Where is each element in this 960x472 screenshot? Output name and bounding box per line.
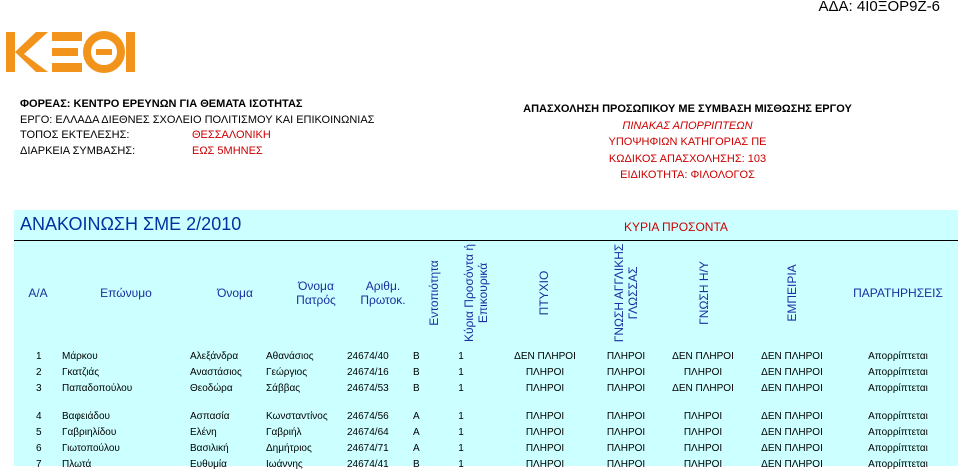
cell-degree: ΠΛΗΡΟΙ [525,459,565,470]
cell-loc: Β [413,351,420,362]
cell-surname: Μάρκου [62,351,98,362]
cell-main: 1 [458,383,464,394]
info-topos: ΤΟΠΟΣ ΕΚΤΕΛΕΣΗΣ: ΘΕΣΣΑΛΟΝΙΚΗ [20,129,271,141]
header-name: Όνομα [217,286,253,300]
cell-pc: ΠΛΗΡΟΙ [683,459,723,470]
cell-aa: 1 [36,351,42,362]
cell-surname: Γαβριηλίδου [62,427,117,438]
cell-name: Αλεξάνδρα [190,351,239,362]
cell-pc: ΠΛΗΡΟΙ [683,411,723,422]
cell-main: 1 [458,367,464,378]
cell-loc: Α [413,411,420,422]
header-english: ΓΝΩΣΗ ΑΓΓΛΙΚΗΣ ΓΛΩΣΣΑΣ [612,243,640,343]
cell-pc: ΔΕΝ ΠΛΗΡΟΙ [672,383,734,394]
cell-name: Ελένη [190,427,217,438]
cell-father: Σάββας [266,383,301,394]
cell-name: Ευθυμία [190,459,227,470]
cell-exp: ΔΕΝ ΠΛΗΡΟΙ [761,443,823,454]
table-row [14,441,958,456]
header-surname: Επώνυμο [100,286,152,300]
cell-exp: ΔΕΝ ΠΛΗΡΟΙ [761,383,823,394]
center-line3: ΥΠΟΨΗΦΙΩΝ ΚΑΤΗΓΟΡΙΑΣ ΠΕ [608,136,767,148]
cell-prot: 24674/41 [347,459,389,470]
header-father: Όνομα Πατρός [296,279,336,307]
logo [6,30,136,81]
cell-main: 1 [458,443,464,454]
cell-father: Δημήτριος [266,443,312,454]
cell-main: 1 [458,459,464,470]
cell-prot: 24674/16 [347,367,389,378]
left-info [20,97,374,159]
header-location: Εντοπιότητα [427,260,441,326]
cell-father: Ιωάννης [266,459,303,470]
cell-pc: ΠΛΗΡΟΙ [683,427,723,438]
cell-english: ΠΛΗΡΟΙ [606,427,646,438]
cell-degree: ΠΛΗΡΟΙ [525,411,565,422]
cell-degree: ΠΛΗΡΟΙ [525,383,565,394]
cell-exp: ΔΕΝ ΠΛΗΡΟΙ [761,367,823,378]
cell-remarks: Απορρίπτεται [868,443,928,454]
kyria-prosonta-label: ΚΥΡΙΑ ΠΡΟΣΟΝΤΑ [624,220,728,234]
cell-aa: 3 [36,383,42,394]
cell-exp: ΔΕΝ ΠΛΗΡΟΙ [761,427,823,438]
table-row [14,457,958,472]
cell-exp: ΔΕΝ ΠΛΗΡΟΙ [761,351,823,362]
cell-exp: ΔΕΝ ΠΛΗΡΟΙ [761,411,823,422]
cell-prot: 24674/64 [347,427,389,438]
table-row [14,349,958,364]
header-main: Κύρια Προσόντα ή Επικουρικά [462,243,490,343]
cell-surname: Βαφειάδου [62,411,110,422]
table-row [14,425,958,440]
header-degree: ΠΤΥΧΙΟ [537,270,551,316]
cell-degree: ΠΛΗΡΟΙ [525,367,565,378]
candidates-table [14,210,958,470]
cell-surname: Γιωτοπούλου [62,443,120,454]
cell-prot: 24674/40 [347,351,389,362]
cell-father: Γεώργιος [266,367,308,378]
cell-father: Αθανάσιος [266,351,314,362]
cell-english: ΠΛΗΡΟΙ [606,443,646,454]
cell-prot: 24674/71 [347,443,389,454]
cell-remarks: Απορρίπτεται [868,459,928,470]
announcement-title: ΑΝΑΚΟΙΝΩΣΗ ΣΜΕ 2/2010 [20,214,242,234]
cell-english: ΠΛΗΡΟΙ [606,367,646,378]
cell-pc: ΠΛΗΡΟΙ [683,367,723,378]
cell-aa: 2 [36,367,42,378]
cell-aa: 4 [36,411,42,422]
table-row [14,365,958,380]
cell-remarks: Απορρίπτεται [868,427,928,438]
header-protocol: Αριθμ. Πρωτοκ. [360,279,406,307]
cell-name: Αναστάσιος [190,367,242,378]
cell-remarks: Απορρίπτεται [868,367,928,378]
cell-pc: ΔΕΝ ΠΛΗΡΟΙ [672,351,734,362]
cell-pc: ΠΛΗΡΟΙ [683,443,723,454]
center-line5: ΕΙΔΙΚΟΤΗΤΑ: ΦΙΛΟΛΟΓΟΣ [620,169,755,181]
table-row [14,381,958,396]
table-row [14,409,958,424]
center-line2: ΠΙΝΑΚΑΣ ΑΠΟΡΡΙΠΤΕΩΝ [622,119,753,132]
info-ergo: ΕΡΓΟ: ΕΛΛΑΔΑ ΔΙΕΘΝΕΣ ΣΧΟΛΕΙΟ ΠΟΛΙΤΙΣΜΟΥ ΚΑΙ ΕΠΙΚΟΙΝΩΝΙΑΣ [20,113,375,126]
center-info [470,101,905,184]
cell-remarks: Απορρίπτεται [868,351,928,362]
cell-surname: Παπαδοπούλου [62,383,133,394]
info-foreas: ΦΟΡΕΑΣ: ΚΕΝΤΡΟ ΕΡΕΥΝΩΝ ΓΙΑ ΘΕΜΑΤΑ ΙΣΟΤΗΤΑΣ [20,98,303,110]
cell-remarks: Απορρίπτεται [868,411,928,422]
cell-loc: Β [413,367,420,378]
cell-exp: ΔΕΝ ΠΛΗΡΟΙ [761,459,823,470]
cell-english: ΠΛΗΡΟΙ [606,383,646,394]
cell-prot: 24674/56 [347,411,389,422]
cell-main: 1 [458,411,464,422]
cell-remarks: Απορρίπτεται [868,383,928,394]
center-line1: ΑΠΑΣΧΟΛΗΣΗ ΠΡΟΣΩΠΙΚΟΥ ΜΕ ΣΥΜΒΑΣΗ ΜΙΣΘΩΣΗΣ ΕΡΓΟΥ [523,103,852,115]
cell-english: ΠΛΗΡΟΙ [606,411,646,422]
ada-code: ΑΔΑ: 4Ι0ΞΟΡ9Ζ-6 [818,0,940,15]
cell-loc: Α [413,443,420,454]
cell-aa: 5 [36,427,42,438]
header-pc: ΓΝΩΣΗ Η/Υ [697,261,711,325]
table-header [14,240,958,347]
cell-main: 1 [458,427,464,438]
cell-name: Βασιλική [190,443,229,454]
cell-english: ΠΛΗΡΟΙ [606,459,646,470]
cell-prot: 24674/53 [347,383,389,394]
cell-aa: 6 [36,443,42,454]
cell-english: ΠΛΗΡΟΙ [606,351,646,362]
cell-name: Ασπασία [190,411,230,422]
cell-degree: ΠΛΗΡΟΙ [525,443,565,454]
cell-father: Κωνσταντίνος [266,411,328,422]
cell-loc: Β [413,383,420,394]
header-aa: Α/Α [28,286,48,300]
table-title-bar [14,210,958,241]
cell-father: Γαβριήλ [266,427,302,438]
cell-loc: Α [413,427,420,438]
cell-main: 1 [458,351,464,362]
logo-mark-icon [6,30,136,76]
cell-degree: ΠΛΗΡΟΙ [525,427,565,438]
info-diarkeia: ΔΙΑΡΚΕΙΑ ΣΥΜΒΑΣΗΣ: ΕΩΣ 5ΜΗΝΕΣ [20,144,263,157]
cell-surname: Πλωτά [62,459,92,470]
cell-name: Θεοδώρα [190,383,233,394]
center-line4: ΚΩΔΙΚΟΣ ΑΠΑΣΧΟΛΗΣΗΣ: 103 [608,152,767,165]
cell-surname: Γκατζιάς [62,367,100,378]
cell-loc: Β [413,459,420,470]
header-remarks: ΠΑΡΑΤΗΡΗΣΕΙΣ [853,286,943,300]
cell-degree: ΔΕΝ ΠΛΗΡΟΙ [514,351,576,362]
cell-aa: 7 [36,459,42,470]
header-experience: ΕΜΠΕΙΡΙΑ [785,264,799,322]
